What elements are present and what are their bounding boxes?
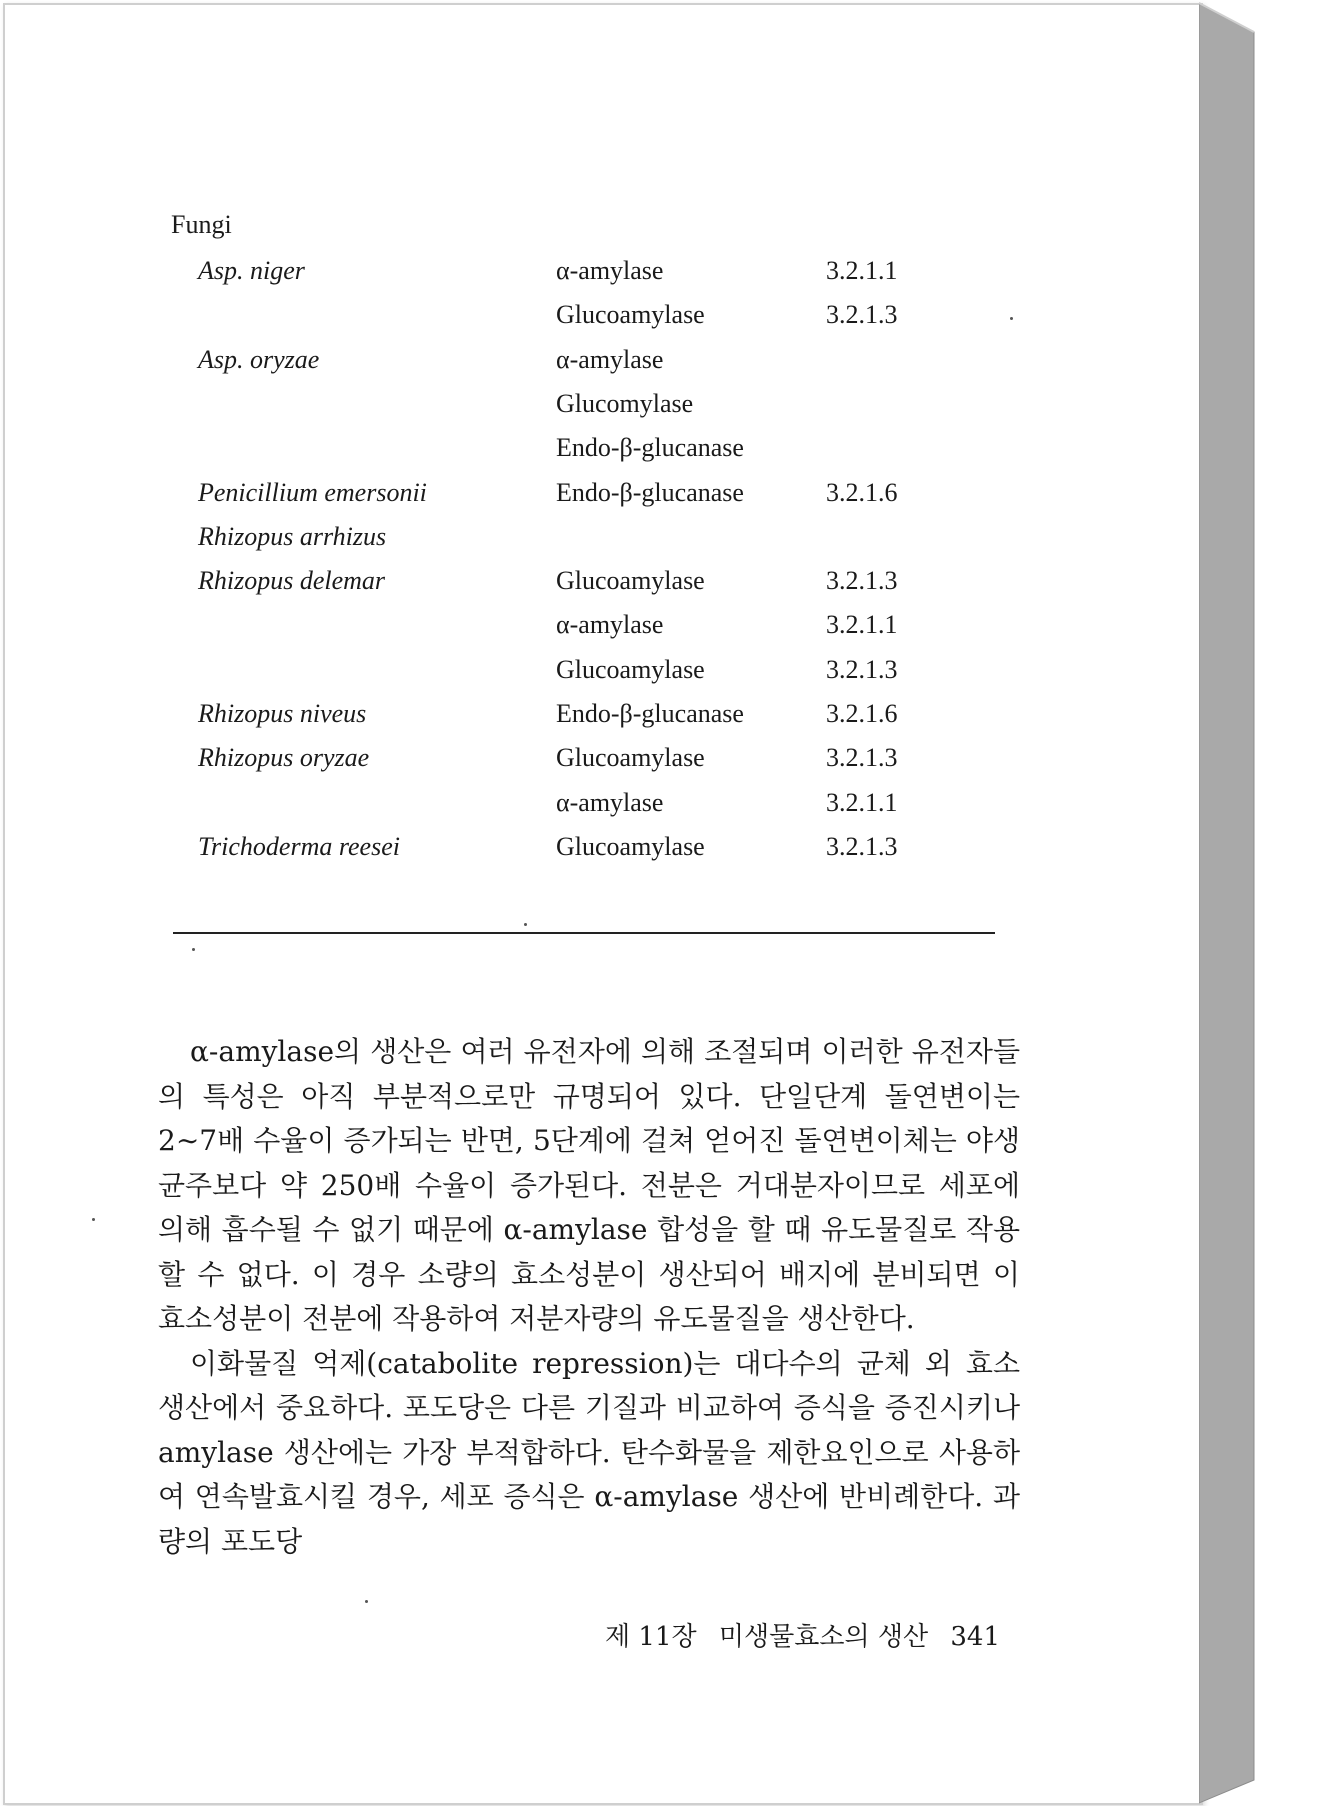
table-species: Asp. niger xyxy=(198,256,305,285)
table-enzyme: Endo-β-glucanase xyxy=(556,433,744,462)
table-ec-number: 3.2.1.1 xyxy=(826,610,898,639)
table-enzyme: Endo-β-glucanase xyxy=(556,699,744,728)
body-text xyxy=(158,1030,1020,1564)
table-enzyme: Glucoamylase xyxy=(556,655,705,684)
table-enzyme: α-amylase xyxy=(556,788,664,817)
table-enzyme: Glucoamylase xyxy=(556,300,705,329)
table-ec-number: 3.2.1.3 xyxy=(826,566,898,595)
table-ec-number: 3.2.1.1 xyxy=(826,788,898,817)
table-ec-number: 3.2.1.1 xyxy=(826,256,898,285)
table-enzyme: Glucomylase xyxy=(556,389,694,418)
table-ec-number: 3.2.1.3 xyxy=(826,300,898,329)
table-ec-number: 3.2.1.6 xyxy=(826,478,898,507)
table-ec-number: 3.2.1.3 xyxy=(826,655,898,684)
scan-speck xyxy=(524,923,527,926)
scan-speck xyxy=(365,1600,368,1603)
table-species: Rhizopus delemar xyxy=(198,566,386,595)
table-species: Asp. oryzae xyxy=(198,345,320,374)
footer-chapter-title: 미생물효소의 생산 xyxy=(718,1622,929,1652)
table-species: Rhizopus arrhizus xyxy=(198,522,387,551)
table-enzyme: α-amylase xyxy=(556,610,664,639)
table-species: Rhizopus niveus xyxy=(198,699,367,728)
table-enzyme: Glucoamylase xyxy=(556,832,705,861)
page-number: 341 xyxy=(950,1622,1000,1652)
table-ec-number: 3.2.1.3 xyxy=(826,743,898,772)
table-ec-number: 3.2.1.6 xyxy=(826,699,898,728)
table-species: Rhizopus oryzae xyxy=(198,743,370,772)
scan-speck xyxy=(1010,317,1013,320)
table-enzyme: Glucoamylase xyxy=(556,743,705,772)
page-edge xyxy=(1199,0,1259,1806)
table-enzyme: Glucoamylase xyxy=(556,566,705,595)
table-group-heading: Fungi xyxy=(171,210,232,239)
footer-chapter: 제 11장 xyxy=(605,1622,697,1652)
page-footer xyxy=(591,1616,1000,1653)
body-paragraph-2: 이화물질 억제(catabolite repression)는 대다수의 균체 외 효소 생산에서 중요하다. 포도당은 다른 기질과 비교하여 증식을 증진시키나 amylase 생산에는 가장 부적합하다. 탄수화물을 제한요인으로 사용하여 연속발효시킬 경우, 세포 증식은 α-amylase 생산에 반비례한다. 과량의 포도당 xyxy=(158,1346,1020,1558)
table-enzyme: Endo-β-glucanase xyxy=(556,478,744,507)
body-paragraph-1: α-amylase의 생산은 여러 유전자에 의해 조절되며 이러한 유전자들의 특성은 아직 부분적으로만 규명되어 있다. 단일단계 돌연변이는 2∼7배 수율이 증가되는 반면, 5단계에 걸쳐 얻어진 돌연변이체는 야생균주보다 약 250배 수율이 증가된다. 전분은 거대분자이므로 세포에 의해 흡수될 수 없기 때문에 α-amylase 합성을 할 때 유도물질로 작용할 수 없다. 이 경우 소량의 효소성분이 생산되어 배지에 분비되면 이 효소성분이 전분에 작용하여 저분자량의 유도물질을 생산한다. xyxy=(158,1035,1020,1335)
scan-speck xyxy=(92,1218,95,1221)
table-species: Penicillium emersonii xyxy=(198,478,427,507)
table-enzyme: α-amylase xyxy=(556,256,664,285)
table-enzyme: α-amylase xyxy=(556,345,664,374)
table-bottom-rule xyxy=(173,932,995,934)
table-ec-number: 3.2.1.3 xyxy=(826,832,898,861)
scan-speck xyxy=(192,948,195,951)
table-species: Trichoderma reesei xyxy=(198,832,400,861)
